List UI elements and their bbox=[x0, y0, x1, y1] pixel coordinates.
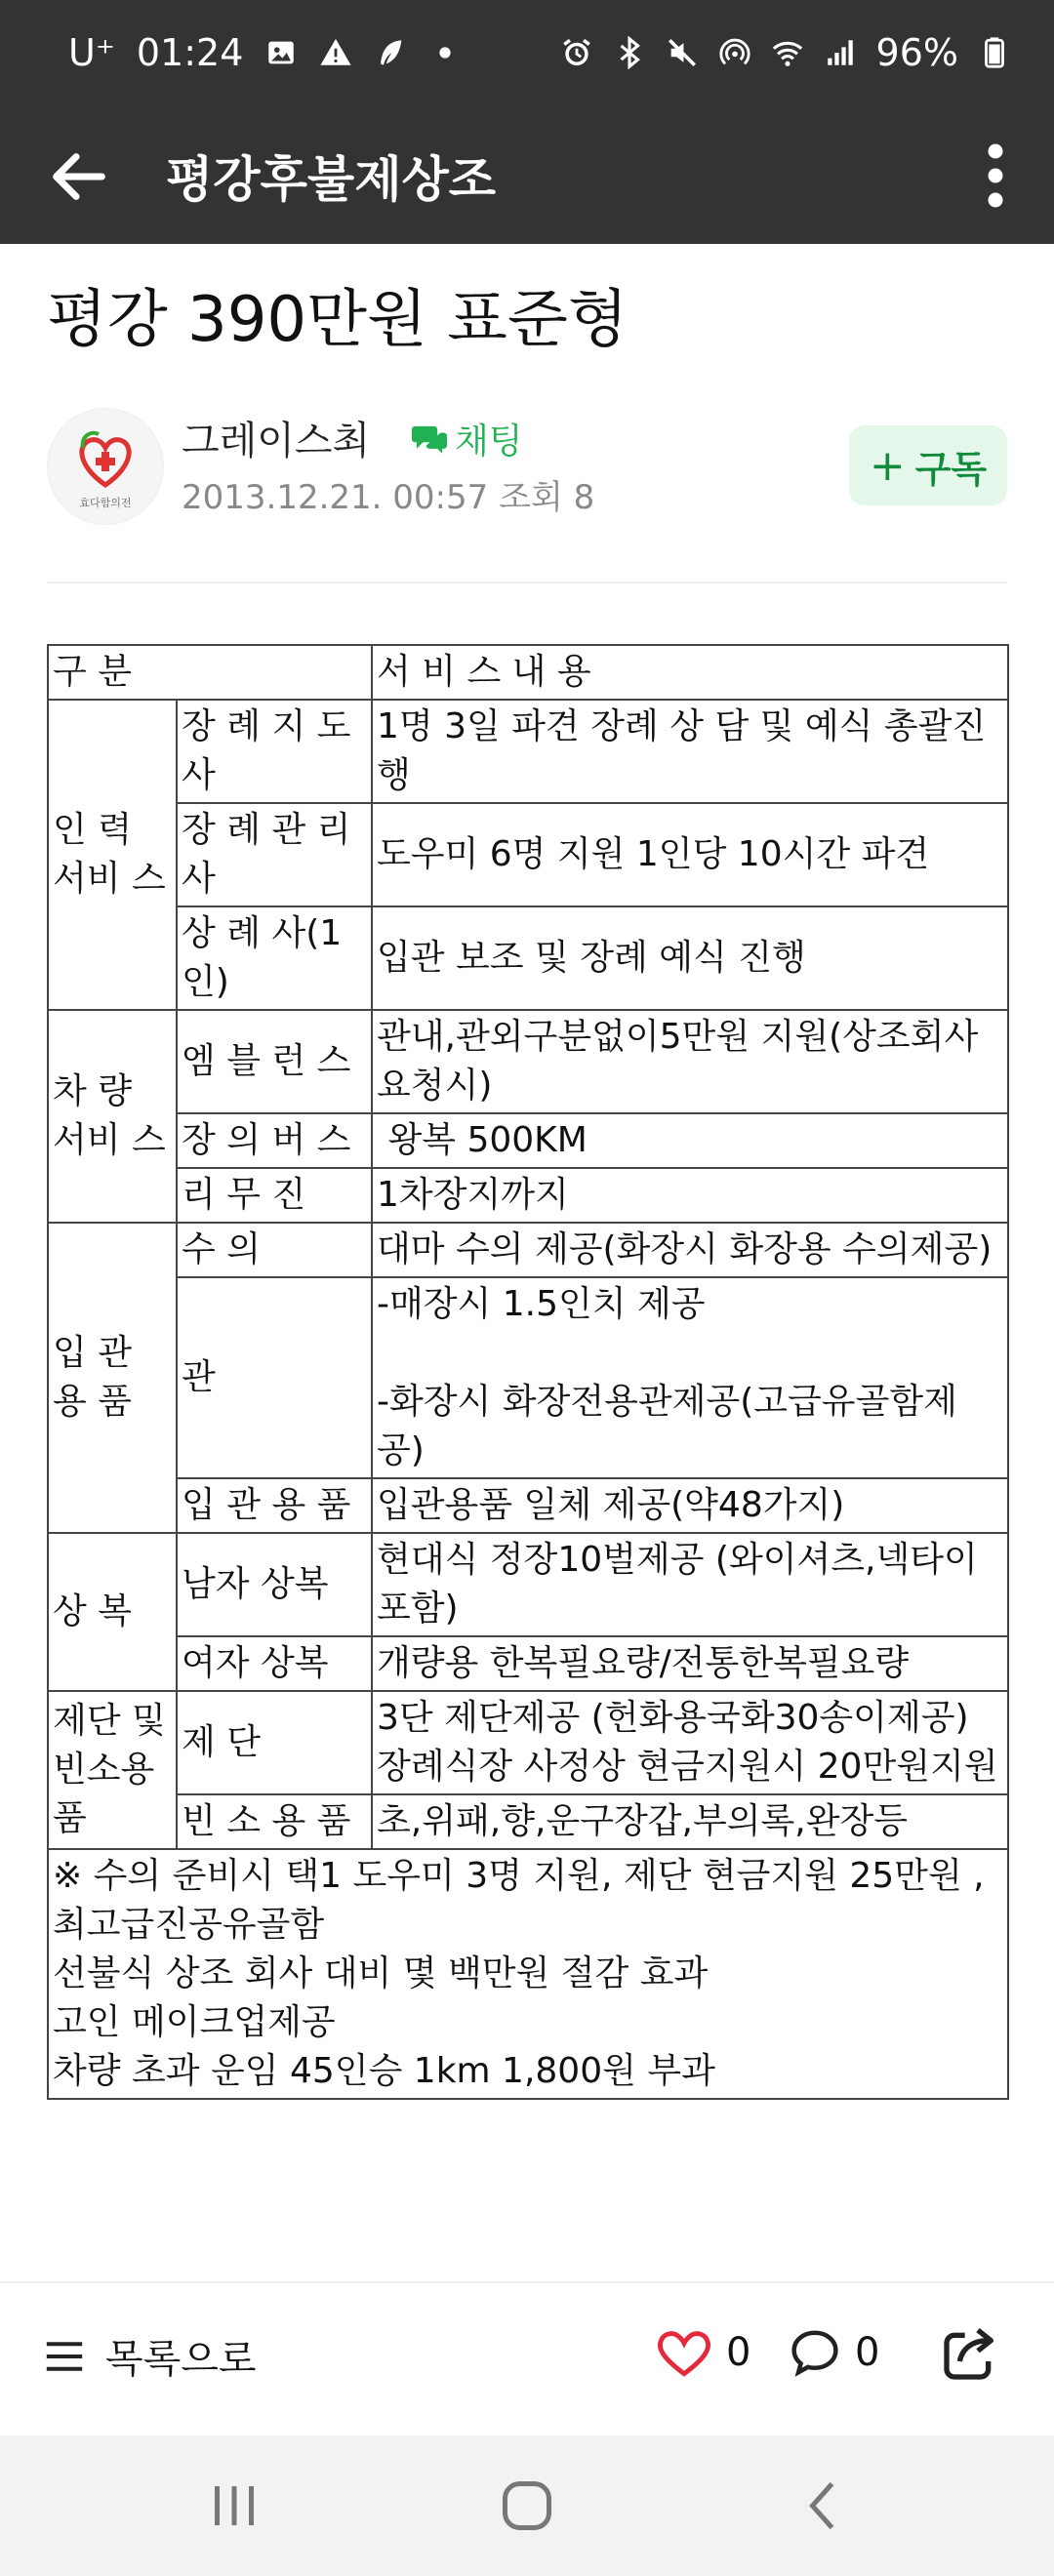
header-cell-content: 서 비 스 내 용 bbox=[372, 645, 1008, 700]
image-icon bbox=[264, 36, 298, 69]
system-nav-bar bbox=[0, 2435, 1054, 2576]
item-cell: 장 례 관 리 사 bbox=[177, 803, 372, 906]
like-count: 0 bbox=[726, 2330, 751, 2375]
feather-icon bbox=[374, 36, 407, 69]
clock: 01:24 bbox=[136, 31, 244, 74]
table-row bbox=[48, 1794, 1008, 1849]
desc-cell: 입관 보조 및 장례 예식 진행 bbox=[372, 906, 1008, 1010]
post-title: 평강 390만원 표준형 bbox=[47, 284, 628, 356]
desc-cell: 대마 수의 제공(화장시 화장용 수의제공) bbox=[372, 1223, 1008, 1277]
desc-line: 3단 제단제공 (헌화용국화30송이제공) bbox=[377, 1698, 969, 1738]
item-cell: 여자 상복 bbox=[177, 1636, 372, 1691]
note-line: 차량 초과 운임 45인승 1km 1,800원 부과 bbox=[53, 2051, 715, 2091]
avatar[interactable] bbox=[47, 408, 164, 525]
notes-cell bbox=[48, 1849, 1008, 2099]
battery-percent: 96% bbox=[875, 31, 958, 74]
subscribe-label: 구독 bbox=[914, 447, 988, 491]
warning-icon bbox=[319, 36, 352, 69]
desc-cell: 왕복 500KM bbox=[372, 1113, 1008, 1168]
bluetooth-icon bbox=[613, 36, 646, 69]
author-name[interactable]: 그레이스최 bbox=[182, 419, 371, 463]
signal-icon bbox=[824, 36, 857, 69]
more-options-icon[interactable] bbox=[966, 137, 1025, 215]
like-button[interactable] bbox=[656, 2326, 750, 2379]
table-row bbox=[48, 1113, 1008, 1168]
heart-logo-icon bbox=[48, 409, 163, 524]
battery-icon bbox=[978, 36, 1011, 69]
table-row bbox=[48, 700, 1008, 803]
desc-cell bbox=[372, 1277, 1008, 1478]
back-icon[interactable] bbox=[795, 2476, 854, 2535]
group-cell: 인 력 서비 스 bbox=[48, 700, 177, 1010]
plus-icon: + bbox=[869, 440, 906, 491]
item-cell: 장 의 버 스 bbox=[177, 1113, 372, 1168]
group-cell: 차 량 서비 스 bbox=[48, 1010, 177, 1223]
item-cell: 장 례 지 도 사 bbox=[177, 700, 372, 803]
group-cell: 입 관 용 품 bbox=[48, 1223, 177, 1533]
notes-row bbox=[48, 1849, 1008, 2099]
table-row bbox=[48, 1223, 1008, 1277]
table-row bbox=[48, 1691, 1008, 1794]
note-line: 선불식 상조 회사 대비 몇 백만원 절감 효과 bbox=[53, 1953, 709, 1993]
item-cell: 남자 상복 bbox=[177, 1533, 372, 1636]
item-cell: 입 관 용 품 bbox=[177, 1478, 372, 1533]
desc-cell: 관내,관외구분없이5만원 지원(상조회사 요청시) bbox=[372, 1010, 1008, 1113]
note-line: ※ 수의 준비시 택1 도우미 3명 지원, 제단 현금지원 25만원 , 최고급진공유골함 bbox=[53, 1856, 985, 1945]
service-table bbox=[47, 644, 1009, 2100]
header-cell-category: 구 분 bbox=[48, 645, 372, 700]
bottom-action-bar bbox=[0, 2283, 1054, 2435]
table-row bbox=[48, 1277, 1008, 1478]
item-cell: 관 bbox=[177, 1277, 372, 1478]
recent-apps-icon[interactable] bbox=[205, 2476, 264, 2535]
wifi-icon bbox=[771, 36, 804, 69]
table-row bbox=[48, 1636, 1008, 1691]
dot-icon bbox=[428, 36, 462, 69]
desc-cell: 개량용 한복필요량/전통한복필요량 bbox=[372, 1636, 1008, 1691]
table-row bbox=[48, 906, 1008, 1010]
back-to-list-button[interactable] bbox=[43, 2328, 257, 2384]
item-cell: 수 의 bbox=[177, 1223, 372, 1277]
desc-cell: 초,위패,향,운구장갑,부의록,완장등 bbox=[372, 1794, 1008, 1849]
item-cell: 상 례 사(1인) bbox=[177, 906, 372, 1010]
table-row bbox=[48, 1168, 1008, 1223]
note-line: 고인 메이크업제공 bbox=[53, 2002, 336, 2042]
desc-cell: 도우미 6명 지원 1인당 10시간 파견 bbox=[372, 803, 1008, 906]
view-count: 조회 8 bbox=[499, 478, 595, 517]
desc-line: 장례식장 사정상 현금지원시 20만원지원 bbox=[377, 1747, 998, 1787]
subscribe-button[interactable] bbox=[849, 425, 1007, 505]
table-row bbox=[48, 1533, 1008, 1636]
app-bar bbox=[0, 109, 1054, 244]
home-icon[interactable] bbox=[498, 2476, 556, 2535]
table-header-row bbox=[48, 645, 1008, 700]
desc-cell: 입관용품 일체 제공(약48가지) bbox=[372, 1478, 1008, 1533]
desc-cell: 현대식 정장10벌제공 (와이셔츠,넥타이포함) bbox=[372, 1533, 1008, 1636]
table-row bbox=[48, 803, 1008, 906]
group-cell: 제단 및 빈소용품 bbox=[48, 1691, 177, 1849]
group-cell: 상 복 bbox=[48, 1533, 177, 1691]
chat-button[interactable] bbox=[410, 414, 523, 463]
carrier-label: U⁺ bbox=[68, 31, 115, 74]
back-arrow-icon[interactable] bbox=[45, 142, 113, 211]
comment-button[interactable] bbox=[789, 2326, 879, 2379]
menu-icon bbox=[43, 2337, 86, 2376]
chat-label: 채팅 bbox=[455, 422, 523, 462]
desc-cell: 1차장지까지 bbox=[372, 1168, 1008, 1223]
avatar-logo-text: 효다함의전 bbox=[79, 497, 132, 509]
divider bbox=[47, 582, 1007, 584]
share-icon[interactable] bbox=[939, 2322, 1001, 2385]
chat-bubble-icon bbox=[410, 422, 449, 457]
desc-cell bbox=[372, 1691, 1008, 1794]
heart-icon bbox=[656, 2326, 712, 2379]
table-row bbox=[48, 1010, 1008, 1113]
desc-line bbox=[377, 1329, 1003, 1378]
back-to-list-label: 목록으로 bbox=[105, 2337, 257, 2382]
desc-cell: 1명 3일 파견 장례 상 담 및 예식 총괄진행 bbox=[372, 700, 1008, 803]
post-date: 2013.12.21. 00:57 bbox=[182, 478, 489, 517]
comment-icon bbox=[789, 2326, 841, 2379]
item-cell: 제 단 bbox=[177, 1691, 372, 1794]
post-meta bbox=[182, 470, 594, 518]
status-bar bbox=[0, 0, 1054, 109]
comment-count: 0 bbox=[855, 2330, 880, 2375]
app-bar-title: 평강후불제상조 bbox=[166, 151, 497, 208]
alarm-icon bbox=[560, 36, 593, 69]
item-cell: 빈 소 용 품 bbox=[177, 1794, 372, 1849]
table-row bbox=[48, 1478, 1008, 1533]
mute-icon bbox=[666, 36, 699, 69]
hotspot-icon bbox=[718, 36, 751, 69]
item-cell: 리 무 진 bbox=[177, 1168, 372, 1223]
desc-line: -매장시 1.5인치 제공 bbox=[377, 1284, 706, 1324]
desc-line: -화장시 화장전용관제공(고급유골함제공) bbox=[377, 1382, 957, 1470]
item-cell: 엠 블 런 스 bbox=[177, 1010, 372, 1113]
